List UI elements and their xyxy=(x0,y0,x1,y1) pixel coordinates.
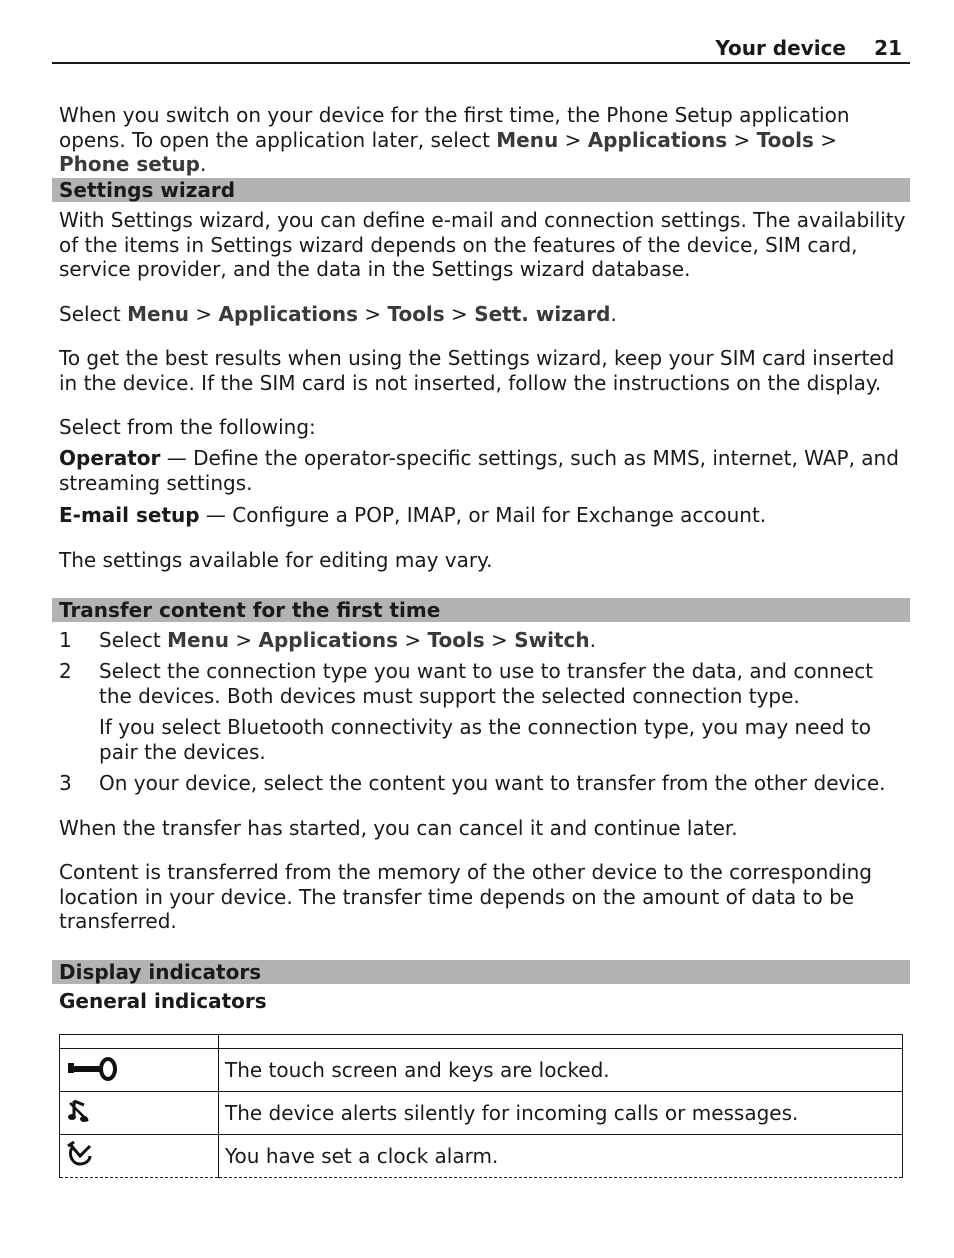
transfer-step-2: 2 Select the connection type you want to use to transfer the data, and connect the devices. Both devices must support the selected connection type. If you select Bluetooth connectivity as the connection type, you may need to pair the devices. xyxy=(59,659,874,764)
transfer-step-3: 3 On your device, select the content you want to transfer from the other device. xyxy=(59,771,886,795)
table-header-row xyxy=(60,1035,903,1049)
settings-wizard-intro: With Settings wizard, you can define e-mail and connection settings. The availability of the items in Settings wizard depends on the features of the device, SIM card, service provider, and the data in the Settings wizard database. xyxy=(59,208,906,281)
transfer-cancel-note: When the transfer has started, you can cancel it and continue later. xyxy=(59,816,738,840)
menu-path-tools: Tools xyxy=(756,127,814,152)
settings-note: The settings available for editing may vary. xyxy=(59,548,493,572)
transfer-step-1: 1 Select Menu > Applications > Tools > Switch. xyxy=(59,628,596,652)
transfer-content-note: Content is transferred from the memory of the other device to the corresponding location in your device. The transfer time depends on the amount of data to be transferred. xyxy=(59,860,872,933)
header-section-title: Your device xyxy=(715,36,846,60)
general-indicators-heading: General indicators xyxy=(59,989,267,1013)
settings-wizard-select-path: Select Menu > Applications > Tools > Sett. wizard. xyxy=(59,302,617,326)
key-lock-icon xyxy=(66,1063,118,1087)
select-following-label: Select from the following: xyxy=(59,415,316,439)
silent-note-icon xyxy=(66,1106,94,1130)
intro-paragraph: When you switch on your device for the first time, the Phone Setup application opens. To open the application later, select Menu > Applications > Tools > Phone setup. xyxy=(59,103,850,176)
indicator-table xyxy=(59,1034,903,1178)
page-header xyxy=(52,34,910,64)
settings-wizard-tip: To get the best results when using the Settings wizard, keep your SIM card inserted in the device. If the SIM card is not inserted, follow the instructions on the display. xyxy=(59,346,895,395)
menu-path-menu: Menu xyxy=(496,127,559,152)
alarm-clock-icon xyxy=(66,1149,96,1173)
menu-path-applications: Applications xyxy=(587,127,728,152)
indicator-description: The device alerts silently for incoming calls or messages. xyxy=(219,1092,903,1135)
section-heading-display-indicators: Display indicators xyxy=(52,960,910,984)
table-row xyxy=(60,1135,903,1178)
indicator-description: The touch screen and keys are locked. xyxy=(219,1049,903,1092)
table-row xyxy=(60,1092,903,1135)
indicator-description: You have set a clock alarm. xyxy=(219,1135,903,1178)
option-operator: Operator — Define the operator-specific settings, such as MMS, internet, WAP, and streaming settings. xyxy=(59,446,899,495)
section-heading-settings-wizard: Settings wizard xyxy=(52,178,910,202)
menu-path-phone-setup: Phone setup xyxy=(59,152,200,176)
section-heading-transfer: Transfer content for the first time xyxy=(52,598,910,622)
page-number: 21 xyxy=(874,36,902,60)
table-row xyxy=(60,1049,903,1092)
option-email-setup: E-mail setup — Configure a POP, IMAP, or Mail for Exchange account. xyxy=(59,503,767,527)
